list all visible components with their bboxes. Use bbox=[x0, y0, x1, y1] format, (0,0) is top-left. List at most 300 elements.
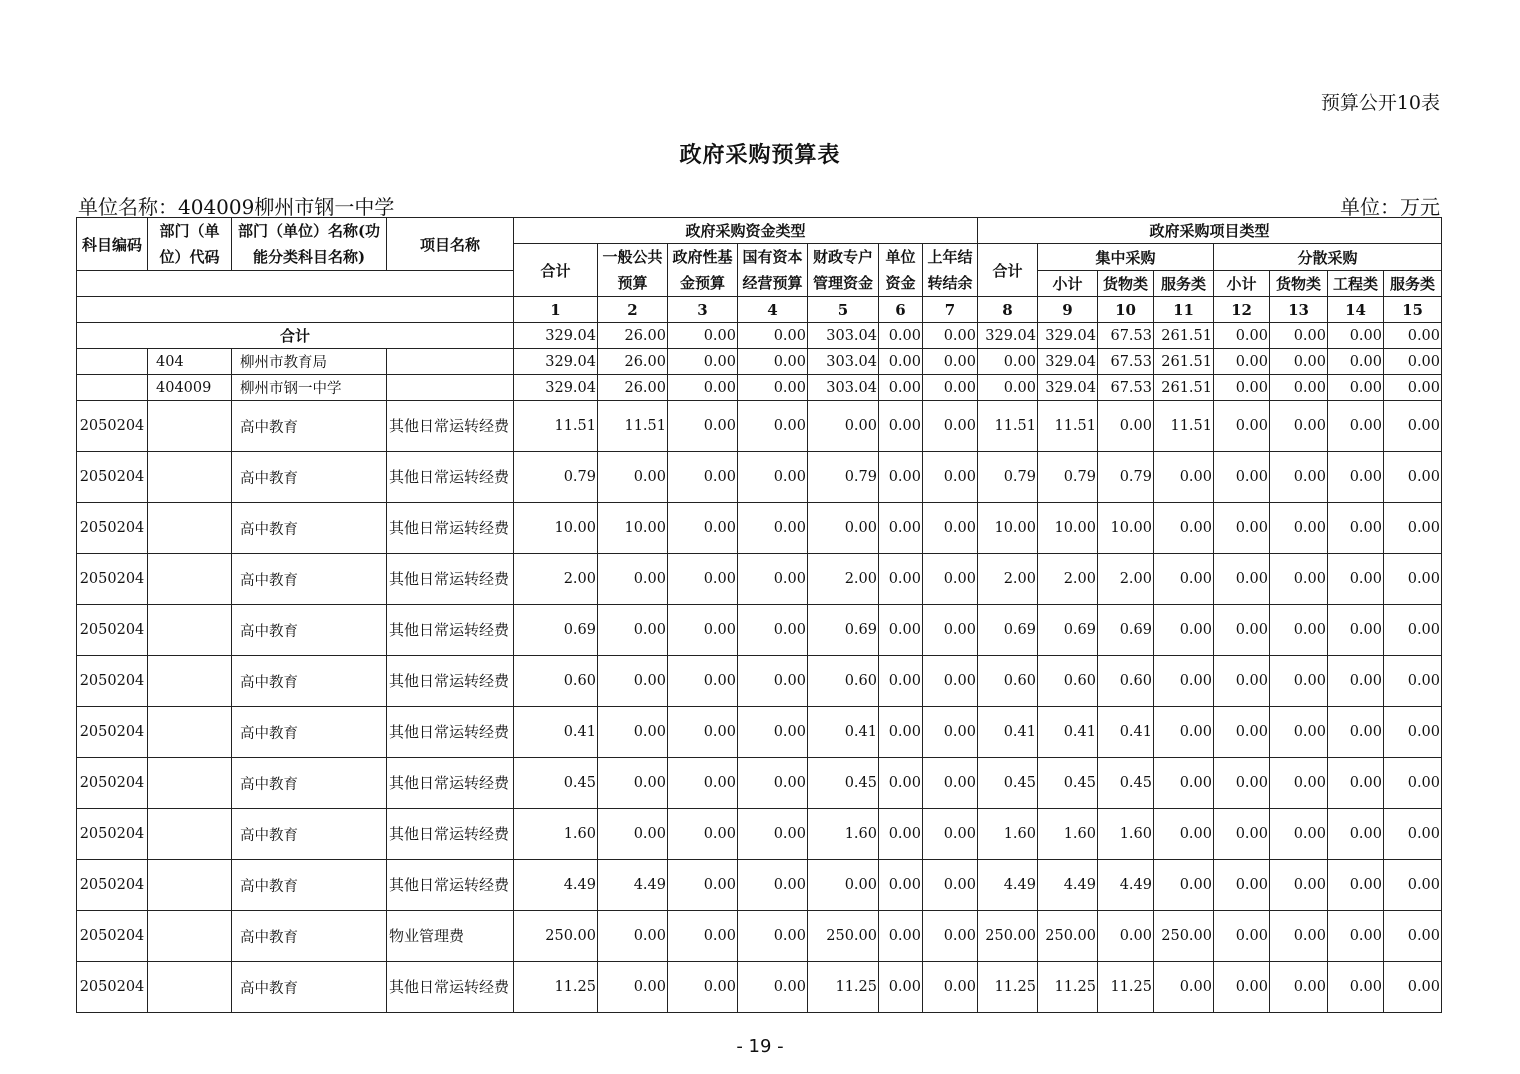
index-cell: 13 bbox=[1270, 297, 1328, 323]
dept-code-cell: 404 bbox=[148, 349, 232, 375]
value-cell: 0.00 bbox=[1214, 503, 1270, 554]
value-cell: 0.00 bbox=[668, 707, 738, 758]
value-cell: 0.00 bbox=[1270, 911, 1328, 962]
value-cell: 0.00 bbox=[1328, 349, 1384, 375]
subject-code-cell: 2050204 bbox=[77, 860, 148, 911]
col-group-funds: 政府采购资金类型 bbox=[514, 218, 978, 244]
value-cell: 0.00 bbox=[1384, 452, 1442, 503]
project-name-cell: 其他日常运转经费 bbox=[387, 656, 514, 707]
dept-name-cell: 高中教育 bbox=[232, 452, 387, 503]
value-cell: 0.41 bbox=[514, 707, 598, 758]
value-cell: 0.00 bbox=[668, 349, 738, 375]
project-name-cell: 其他日常运转经费 bbox=[387, 554, 514, 605]
value-cell: 10.00 bbox=[1038, 503, 1098, 554]
table-row bbox=[77, 656, 1442, 707]
value-cell: 0.00 bbox=[978, 349, 1038, 375]
header-spacer bbox=[77, 271, 514, 297]
dept-code-cell bbox=[148, 503, 232, 554]
value-cell: 0.00 bbox=[1384, 554, 1442, 605]
page-title: 政府采购预算表 bbox=[679, 142, 841, 168]
value-cell: 0.00 bbox=[879, 656, 923, 707]
value-cell: 0.00 bbox=[738, 911, 808, 962]
value-cell: 329.04 bbox=[1038, 375, 1098, 401]
value-cell: 0.45 bbox=[808, 758, 879, 809]
value-cell: 0.00 bbox=[1328, 707, 1384, 758]
project-name-cell bbox=[387, 375, 514, 401]
col-dept-name: 部门（单位）名称(功能分类科目名称) bbox=[232, 218, 387, 271]
table-row bbox=[77, 911, 1442, 962]
value-cell: 2.00 bbox=[978, 554, 1038, 605]
value-cell: 0.00 bbox=[1270, 401, 1328, 452]
subject-code-cell: 2050204 bbox=[77, 707, 148, 758]
value-cell: 0.00 bbox=[923, 962, 978, 1013]
value-cell: 0.79 bbox=[978, 452, 1038, 503]
index-cell: 4 bbox=[738, 297, 808, 323]
value-cell: 26.00 bbox=[598, 323, 668, 349]
value-cell: 2.00 bbox=[514, 554, 598, 605]
value-cell: 0.00 bbox=[879, 554, 923, 605]
value-cell: 0.00 bbox=[598, 452, 668, 503]
value-cell: 0.00 bbox=[1384, 323, 1442, 349]
value-cell: 0.00 bbox=[879, 860, 923, 911]
value-cell: 0.00 bbox=[923, 911, 978, 962]
value-cell: 0.45 bbox=[514, 758, 598, 809]
value-cell: 0.00 bbox=[1270, 605, 1328, 656]
index-cell: 10 bbox=[1098, 297, 1154, 323]
col-special-mgmt: 财政专户管理资金 bbox=[808, 244, 879, 297]
dept-code-cell bbox=[148, 911, 232, 962]
value-cell: 0.00 bbox=[1270, 809, 1328, 860]
subject-code-cell: 2050204 bbox=[77, 656, 148, 707]
value-cell: 0.00 bbox=[668, 911, 738, 962]
value-cell: 0.00 bbox=[738, 758, 808, 809]
subject-code-cell: 2050204 bbox=[77, 401, 148, 452]
value-cell: 1.60 bbox=[1098, 809, 1154, 860]
value-cell: 0.00 bbox=[738, 656, 808, 707]
value-cell: 0.00 bbox=[1214, 605, 1270, 656]
col-scattered: 分散采购 bbox=[1214, 244, 1442, 271]
value-cell: 329.04 bbox=[514, 375, 598, 401]
value-cell: 0.00 bbox=[738, 452, 808, 503]
value-cell: 0.00 bbox=[668, 401, 738, 452]
value-cell: 0.00 bbox=[1270, 323, 1328, 349]
value-cell: 26.00 bbox=[598, 375, 668, 401]
value-cell: 0.00 bbox=[738, 323, 808, 349]
value-cell: 11.51 bbox=[1154, 401, 1214, 452]
value-cell: 0.79 bbox=[808, 452, 879, 503]
project-name-cell: 其他日常运转经费 bbox=[387, 605, 514, 656]
value-cell: 0.00 bbox=[879, 401, 923, 452]
value-cell: 0.00 bbox=[1384, 349, 1442, 375]
total-row bbox=[77, 323, 1442, 349]
value-cell: 0.00 bbox=[1384, 962, 1442, 1013]
value-cell: 0.41 bbox=[1038, 707, 1098, 758]
value-cell: 0.00 bbox=[668, 605, 738, 656]
value-cell: 0.00 bbox=[923, 349, 978, 375]
index-cell: 2 bbox=[598, 297, 668, 323]
subject-code-cell: 2050204 bbox=[77, 962, 148, 1013]
value-cell: 329.04 bbox=[514, 323, 598, 349]
value-cell: 0.00 bbox=[598, 707, 668, 758]
value-cell: 0.00 bbox=[598, 911, 668, 962]
project-name-cell: 其他日常运转经费 bbox=[387, 860, 514, 911]
value-cell: 0.00 bbox=[1328, 605, 1384, 656]
value-cell: 0.00 bbox=[1328, 323, 1384, 349]
value-cell: 0.00 bbox=[1214, 349, 1270, 375]
value-cell: 0.00 bbox=[1270, 375, 1328, 401]
index-cell: 6 bbox=[879, 297, 923, 323]
value-cell: 0.00 bbox=[1098, 401, 1154, 452]
value-cell: 0.00 bbox=[923, 452, 978, 503]
index-row bbox=[77, 297, 1442, 323]
value-cell: 0.00 bbox=[1214, 656, 1270, 707]
table-row bbox=[77, 349, 1442, 375]
value-cell: 0.00 bbox=[668, 554, 738, 605]
value-cell: 0.00 bbox=[1154, 605, 1214, 656]
col-scattered-works: 工程类 bbox=[1328, 271, 1384, 297]
value-cell: 0.00 bbox=[598, 809, 668, 860]
value-cell: 0.00 bbox=[1154, 809, 1214, 860]
value-cell: 0.00 bbox=[1384, 656, 1442, 707]
value-cell: 250.00 bbox=[978, 911, 1038, 962]
value-cell: 0.00 bbox=[923, 401, 978, 452]
value-cell: 11.25 bbox=[1038, 962, 1098, 1013]
value-cell: 0.41 bbox=[808, 707, 879, 758]
dept-code-cell: 404009 bbox=[148, 375, 232, 401]
project-name-cell: 其他日常运转经费 bbox=[387, 452, 514, 503]
value-cell: 0.00 bbox=[1154, 758, 1214, 809]
col-total: 合计 bbox=[514, 244, 598, 297]
value-cell: 0.60 bbox=[978, 656, 1038, 707]
value-cell: 0.00 bbox=[879, 605, 923, 656]
project-name-cell: 其他日常运转经费 bbox=[387, 401, 514, 452]
value-cell: 0.00 bbox=[1270, 554, 1328, 605]
value-cell: 0.60 bbox=[1038, 656, 1098, 707]
value-cell: 0.60 bbox=[514, 656, 598, 707]
value-cell: 329.04 bbox=[1038, 349, 1098, 375]
value-cell: 0.00 bbox=[738, 375, 808, 401]
value-cell: 10.00 bbox=[1098, 503, 1154, 554]
value-cell: 0.00 bbox=[1214, 707, 1270, 758]
dept-code-cell bbox=[148, 452, 232, 503]
col-general-budget: 一般公共预算 bbox=[598, 244, 668, 297]
value-cell: 303.04 bbox=[808, 349, 879, 375]
dept-name-cell: 柳州市钢一中学 bbox=[232, 375, 387, 401]
value-cell: 11.25 bbox=[978, 962, 1038, 1013]
value-cell: 0.00 bbox=[1328, 503, 1384, 554]
value-cell: 0.00 bbox=[738, 962, 808, 1013]
value-cell: 0.00 bbox=[738, 809, 808, 860]
col-scattered-subtotal: 小计 bbox=[1214, 271, 1270, 297]
value-cell: 0.00 bbox=[1270, 349, 1328, 375]
table-row bbox=[77, 375, 1442, 401]
value-cell: 11.51 bbox=[514, 401, 598, 452]
value-cell: 11.25 bbox=[808, 962, 879, 1013]
value-cell: 0.00 bbox=[1214, 401, 1270, 452]
index-cell: 1 bbox=[514, 297, 598, 323]
page-number: - 19 - bbox=[736, 1036, 784, 1057]
table-row bbox=[77, 707, 1442, 758]
value-cell: 0.69 bbox=[808, 605, 879, 656]
value-cell: 0.79 bbox=[514, 452, 598, 503]
total-label: 合计 bbox=[77, 323, 514, 349]
dept-code-cell bbox=[148, 962, 232, 1013]
dept-name-cell: 高中教育 bbox=[232, 860, 387, 911]
project-name-cell: 其他日常运转经费 bbox=[387, 503, 514, 554]
dept-code-cell bbox=[148, 860, 232, 911]
value-cell: 0.41 bbox=[978, 707, 1038, 758]
dept-code-cell bbox=[148, 656, 232, 707]
value-cell: 1.60 bbox=[1038, 809, 1098, 860]
value-cell: 0.00 bbox=[668, 962, 738, 1013]
value-cell: 0.00 bbox=[1154, 707, 1214, 758]
value-cell: 0.00 bbox=[808, 503, 879, 554]
value-cell: 0.00 bbox=[1384, 401, 1442, 452]
value-cell: 0.00 bbox=[738, 401, 808, 452]
dept-name-cell: 高中教育 bbox=[232, 656, 387, 707]
value-cell: 0.00 bbox=[1154, 452, 1214, 503]
dept-name-cell: 高中教育 bbox=[232, 605, 387, 656]
value-cell: 0.00 bbox=[668, 452, 738, 503]
index-cell: 5 bbox=[808, 297, 879, 323]
value-cell: 0.00 bbox=[1214, 375, 1270, 401]
value-cell: 0.00 bbox=[668, 656, 738, 707]
value-cell: 0.69 bbox=[1098, 605, 1154, 656]
value-cell: 0.00 bbox=[879, 758, 923, 809]
value-cell: 0.00 bbox=[1270, 503, 1328, 554]
subject-code-cell: 2050204 bbox=[77, 554, 148, 605]
value-cell: 1.60 bbox=[808, 809, 879, 860]
value-cell: 0.00 bbox=[923, 758, 978, 809]
value-cell: 0.69 bbox=[514, 605, 598, 656]
value-cell: 0.00 bbox=[978, 375, 1038, 401]
value-cell: 0.60 bbox=[1098, 656, 1154, 707]
unit-label: 单位：万元 bbox=[1340, 195, 1440, 219]
value-cell: 0.00 bbox=[738, 605, 808, 656]
value-cell: 0.69 bbox=[978, 605, 1038, 656]
value-cell: 329.04 bbox=[514, 349, 598, 375]
value-cell: 0.00 bbox=[668, 323, 738, 349]
value-cell: 0.00 bbox=[668, 809, 738, 860]
col-subject-code: 科目编码 bbox=[77, 218, 148, 271]
value-cell: 0.00 bbox=[923, 554, 978, 605]
col-state-capital: 国有资本经营预算 bbox=[738, 244, 808, 297]
value-cell: 10.00 bbox=[514, 503, 598, 554]
value-cell: 4.49 bbox=[514, 860, 598, 911]
value-cell: 0.00 bbox=[668, 503, 738, 554]
value-cell: 0.00 bbox=[738, 860, 808, 911]
dept-code-cell bbox=[148, 758, 232, 809]
value-cell: 4.49 bbox=[598, 860, 668, 911]
value-cell: 0.60 bbox=[808, 656, 879, 707]
value-cell: 0.00 bbox=[923, 860, 978, 911]
dept-name-cell: 柳州市教育局 bbox=[232, 349, 387, 375]
value-cell: 0.00 bbox=[1328, 554, 1384, 605]
dept-code-cell bbox=[148, 401, 232, 452]
value-cell: 261.51 bbox=[1154, 349, 1214, 375]
value-cell: 0.00 bbox=[879, 707, 923, 758]
subject-code-cell: 2050204 bbox=[77, 503, 148, 554]
dept-name-cell: 高中教育 bbox=[232, 962, 387, 1013]
col-central-goods: 货物类 bbox=[1098, 271, 1154, 297]
value-cell: 0.00 bbox=[923, 375, 978, 401]
value-cell: 11.51 bbox=[978, 401, 1038, 452]
index-cell: 14 bbox=[1328, 297, 1384, 323]
col-total-2: 合计 bbox=[978, 244, 1038, 297]
value-cell: 0.00 bbox=[1214, 962, 1270, 1013]
value-cell: 0.00 bbox=[668, 860, 738, 911]
value-cell: 0.00 bbox=[598, 656, 668, 707]
col-dept-code: 部门（单位）代码 bbox=[148, 218, 232, 271]
value-cell: 0.79 bbox=[1038, 452, 1098, 503]
col-unit-funds: 单位资金 bbox=[879, 244, 923, 297]
table-row bbox=[77, 503, 1442, 554]
table-row bbox=[77, 758, 1442, 809]
subject-code-cell: 2050204 bbox=[77, 605, 148, 656]
index-cell: 3 bbox=[668, 297, 738, 323]
value-cell: 0.69 bbox=[1038, 605, 1098, 656]
value-cell: 0.45 bbox=[978, 758, 1038, 809]
project-name-cell: 其他日常运转经费 bbox=[387, 707, 514, 758]
value-cell: 11.25 bbox=[514, 962, 598, 1013]
unit-name: 单位名称：404009柳州市钢一中学 bbox=[78, 195, 395, 219]
subject-code-cell: 2050204 bbox=[77, 452, 148, 503]
value-cell: 0.00 bbox=[879, 962, 923, 1013]
value-cell: 303.04 bbox=[808, 323, 879, 349]
subject-code-cell bbox=[77, 349, 148, 375]
value-cell: 0.00 bbox=[923, 707, 978, 758]
procurement-budget-table bbox=[76, 217, 1442, 1013]
table-row bbox=[77, 605, 1442, 656]
value-cell: 0.00 bbox=[668, 758, 738, 809]
index-cell: 15 bbox=[1384, 297, 1442, 323]
value-cell: 0.00 bbox=[1214, 758, 1270, 809]
dept-name-cell: 高中教育 bbox=[232, 554, 387, 605]
value-cell: 0.00 bbox=[1384, 375, 1442, 401]
value-cell: 0.45 bbox=[1098, 758, 1154, 809]
value-cell: 0.00 bbox=[1328, 758, 1384, 809]
value-cell: 0.00 bbox=[1384, 707, 1442, 758]
dept-name-cell: 高中教育 bbox=[232, 758, 387, 809]
value-cell: 0.00 bbox=[923, 605, 978, 656]
value-cell: 0.00 bbox=[1328, 860, 1384, 911]
project-name-cell: 其他日常运转经费 bbox=[387, 809, 514, 860]
value-cell: 4.49 bbox=[978, 860, 1038, 911]
value-cell: 0.00 bbox=[738, 349, 808, 375]
value-cell: 0.00 bbox=[1214, 323, 1270, 349]
table-tag: 预算公开10表 bbox=[1320, 92, 1440, 114]
value-cell: 0.00 bbox=[598, 554, 668, 605]
value-cell: 0.00 bbox=[808, 401, 879, 452]
value-cell: 0.00 bbox=[879, 503, 923, 554]
value-cell: 0.00 bbox=[808, 860, 879, 911]
value-cell: 0.00 bbox=[1154, 656, 1214, 707]
value-cell: 0.00 bbox=[1270, 452, 1328, 503]
value-cell: 329.04 bbox=[978, 323, 1038, 349]
subject-code-cell: 2050204 bbox=[77, 758, 148, 809]
value-cell: 67.53 bbox=[1098, 349, 1154, 375]
dept-name-cell: 高中教育 bbox=[232, 503, 387, 554]
value-cell: 0.00 bbox=[1328, 809, 1384, 860]
dept-name-cell: 高中教育 bbox=[232, 707, 387, 758]
value-cell: 0.00 bbox=[1098, 911, 1154, 962]
value-cell: 2.00 bbox=[1038, 554, 1098, 605]
value-cell: 0.00 bbox=[1384, 758, 1442, 809]
value-cell: 250.00 bbox=[1154, 911, 1214, 962]
value-cell: 261.51 bbox=[1154, 323, 1214, 349]
value-cell: 0.00 bbox=[738, 503, 808, 554]
subject-code-cell bbox=[77, 375, 148, 401]
value-cell: 250.00 bbox=[1038, 911, 1098, 962]
value-cell: 4.49 bbox=[1098, 860, 1154, 911]
index-cell: 7 bbox=[923, 297, 978, 323]
value-cell: 0.00 bbox=[598, 758, 668, 809]
value-cell: 329.04 bbox=[1038, 323, 1098, 349]
col-carryover: 上年结转结余 bbox=[923, 244, 978, 297]
value-cell: 0.79 bbox=[1098, 452, 1154, 503]
value-cell: 10.00 bbox=[598, 503, 668, 554]
value-cell: 0.00 bbox=[1270, 962, 1328, 1013]
col-scattered-goods: 货物类 bbox=[1270, 271, 1328, 297]
value-cell: 0.00 bbox=[879, 452, 923, 503]
index-cell: 11 bbox=[1154, 297, 1214, 323]
project-name-cell bbox=[387, 349, 514, 375]
value-cell: 0.00 bbox=[1270, 656, 1328, 707]
value-cell: 67.53 bbox=[1098, 375, 1154, 401]
value-cell: 26.00 bbox=[598, 349, 668, 375]
value-cell: 0.00 bbox=[1328, 401, 1384, 452]
dept-name-cell: 高中教育 bbox=[232, 809, 387, 860]
dept-name-cell: 高中教育 bbox=[232, 911, 387, 962]
value-cell: 0.00 bbox=[1270, 707, 1328, 758]
value-cell: 0.00 bbox=[668, 375, 738, 401]
col-central-services: 服务类 bbox=[1154, 271, 1214, 297]
dept-code-cell bbox=[148, 605, 232, 656]
subject-code-cell: 2050204 bbox=[77, 911, 148, 962]
value-cell: 11.51 bbox=[598, 401, 668, 452]
index-cell: 8 bbox=[978, 297, 1038, 323]
value-cell: 0.00 bbox=[1384, 503, 1442, 554]
value-cell: 0.00 bbox=[923, 809, 978, 860]
index-cell: 9 bbox=[1038, 297, 1098, 323]
value-cell: 0.00 bbox=[923, 503, 978, 554]
value-cell: 0.00 bbox=[1328, 656, 1384, 707]
table-row bbox=[77, 401, 1442, 452]
col-scattered-services: 服务类 bbox=[1384, 271, 1442, 297]
value-cell: 67.53 bbox=[1098, 323, 1154, 349]
col-gov-fund: 政府性基金预算 bbox=[668, 244, 738, 297]
value-cell: 261.51 bbox=[1154, 375, 1214, 401]
value-cell: 0.00 bbox=[598, 605, 668, 656]
value-cell: 0.00 bbox=[1154, 860, 1214, 911]
value-cell: 0.00 bbox=[879, 375, 923, 401]
value-cell: 250.00 bbox=[808, 911, 879, 962]
value-cell: 0.00 bbox=[1270, 758, 1328, 809]
value-cell: 0.00 bbox=[1154, 962, 1214, 1013]
value-cell: 0.00 bbox=[1384, 605, 1442, 656]
value-cell: 1.60 bbox=[514, 809, 598, 860]
col-group-project: 政府采购项目类型 bbox=[978, 218, 1442, 244]
value-cell: 0.00 bbox=[1154, 503, 1214, 554]
value-cell: 0.00 bbox=[1384, 809, 1442, 860]
table-body bbox=[77, 323, 1442, 1013]
value-cell: 0.00 bbox=[1214, 911, 1270, 962]
value-cell: 10.00 bbox=[978, 503, 1038, 554]
project-name-cell: 物业管理费 bbox=[387, 911, 514, 962]
value-cell: 0.00 bbox=[1270, 860, 1328, 911]
project-name-cell: 其他日常运转经费 bbox=[387, 962, 514, 1013]
value-cell: 0.00 bbox=[1214, 452, 1270, 503]
